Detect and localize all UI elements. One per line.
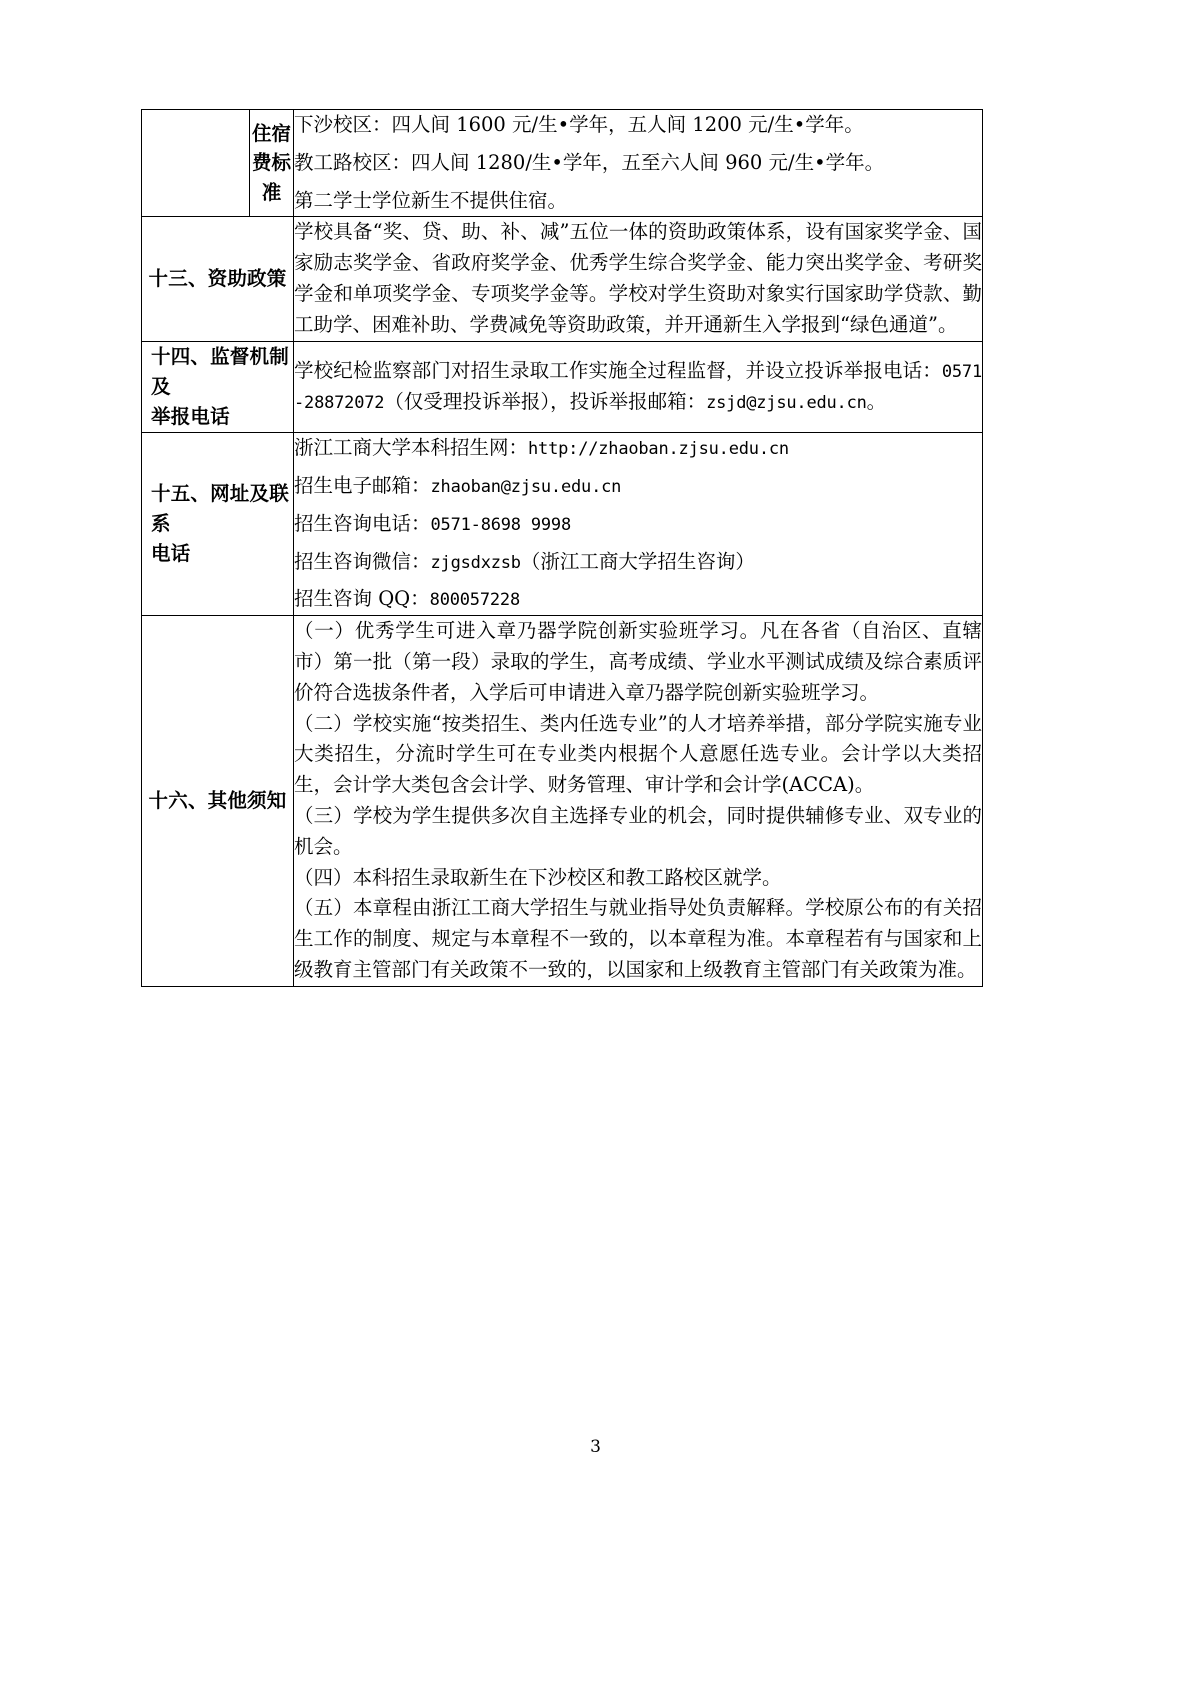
contact-line-phone bbox=[294, 509, 982, 540]
supervision-label-line-2: 举报电话 bbox=[151, 405, 230, 429]
table-row-supervision bbox=[142, 341, 983, 433]
other-note-5: （五）本章程由浙江工商大学招生与就业指导处负责解释。学校原公布的有关招生工作的制度、规定与本章程不一致的，以本章程为准。本章程若有与国家和上级教育主管部门有关政策不一致的，以国家和上级教育主管部门有关政策为准。 bbox=[294, 896, 982, 981]
row-label-housing-fee-empty bbox=[142, 110, 250, 217]
other-note-2: （二）学校实施“按类招生、类内任选专业”的人才培养举措，部分学院实施专业大类招生，分流时学生可在专业类内根据个人意愿任选专业。会计学以大类招生，会计学大类包含会计学、财务管理、审计学和会计学(ACCA)。 bbox=[294, 711, 982, 797]
contact-line-email bbox=[294, 471, 982, 502]
contact-line-wechat bbox=[294, 547, 982, 578]
housing-fee-line-2: 教工路校区：四人间 1280/生•学年，五至六人间 960 元/生•学年。 bbox=[294, 150, 885, 174]
admissions-email[interactable]: zhaoban@zjsu.edu.cn bbox=[430, 477, 622, 498]
contact-line-website bbox=[294, 433, 982, 464]
row-body-funding-policy: 学校具备“奖、贷、助、补、减”五位一体的资助政策体系，设有国家奖学金、国家励志奖学金、省政府奖学金、优秀学生综合奖学金、能力突出奖学金、考研奖学金和单项奖学金、专项奖学金等。学校对学生资助对象实行国家助学贷款、勤工助学、困难补助、学费减免等资助政策，并开通新生入学报到“绿色通道”。 bbox=[294, 217, 983, 341]
contact-label-phone: 招生咨询电话： bbox=[294, 511, 431, 535]
contact-label-qq: 招生咨询 QQ： bbox=[294, 587, 430, 611]
row-label-funding-policy: 十三、资助政策 bbox=[142, 217, 294, 341]
admissions-wechat-id: zjgsdxzsb bbox=[430, 552, 521, 573]
row-label-other-notes: 十六、其他须知 bbox=[142, 616, 294, 987]
housing-fee-line-3: 第二学士学位新生不提供住宿。 bbox=[294, 188, 568, 212]
table-row-funding-policy bbox=[142, 217, 983, 341]
table-row-housing-fee bbox=[142, 110, 983, 217]
complaint-email: zsjd@zjsu.edu.cn bbox=[706, 392, 867, 413]
supervision-label-line-1: 十四、监督机制及 bbox=[151, 344, 289, 398]
other-note-4: （四）本科招生录取新生在下沙校区和教工路校区就学。 bbox=[294, 865, 782, 889]
page-number: 3 bbox=[590, 1437, 601, 1457]
row-label-supervision bbox=[142, 341, 294, 433]
other-note-1: （一）优秀学生可进入章乃器学院创新实验班学习。凡在各省（自治区、直辖市）第一批（第一段）录取的学生，高考成绩、学业水平测试成绩及综合素质评价符合选拔条件者，入学后可申请进入章乃器学院创新实验班学习。 bbox=[294, 619, 982, 704]
website-contact-label-line-2: 电话 bbox=[151, 542, 191, 566]
table-row-other-notes bbox=[142, 616, 983, 987]
admissions-qq: 800057228 bbox=[429, 590, 520, 611]
contact-line-qq bbox=[294, 584, 982, 615]
supervision-text: 学校纪检监察部门对招生录取工作实施全过程监督，并设立投诉举报电话：0571-28872072（仅受理投诉举报），投诉举报邮箱：zsjd@zjsu.edu.cn。 bbox=[294, 359, 982, 413]
other-note-3: （三）学校为学生提供多次自主选择专业的机会，同时提供辅修专业、双专业的机会。 bbox=[294, 804, 982, 858]
complaint-phone: 0571-28872072 bbox=[294, 362, 982, 413]
admissions-phone: 0571-8698 9998 bbox=[430, 514, 572, 535]
row-body-supervision bbox=[294, 341, 983, 433]
contact-label-email: 招生电子邮箱： bbox=[294, 474, 431, 498]
admissions-regulations-table bbox=[141, 109, 983, 987]
admissions-website-url[interactable]: http://zhaoban.zjsu.edu.cn bbox=[528, 439, 789, 460]
row-body-website-contact bbox=[294, 433, 983, 616]
sublabel-line-2: 费标 bbox=[251, 151, 291, 175]
housing-fee-line-1: 下沙校区：四人间 1600 元/生•学年，五人间 1200 元/生•学年。 bbox=[294, 113, 864, 136]
row-body-housing-fee bbox=[294, 110, 983, 217]
website-contact-label-line-1: 十五、网址及联系 bbox=[151, 481, 289, 536]
sublabel-line-3: 准 bbox=[261, 181, 282, 204]
table-row-website-contact bbox=[142, 433, 983, 616]
admissions-wechat-note: （浙江工商大学招生咨询） bbox=[520, 549, 755, 573]
row-label-website-contact bbox=[142, 433, 294, 616]
row-sublabel-housing-fee bbox=[250, 110, 294, 217]
row-body-other-notes bbox=[294, 616, 983, 987]
contact-label-wechat: 招生咨询微信： bbox=[294, 549, 431, 573]
contact-label-website: 浙江工商大学本科招生网： bbox=[294, 436, 529, 460]
sublabel-line-1: 住宿 bbox=[251, 121, 291, 145]
